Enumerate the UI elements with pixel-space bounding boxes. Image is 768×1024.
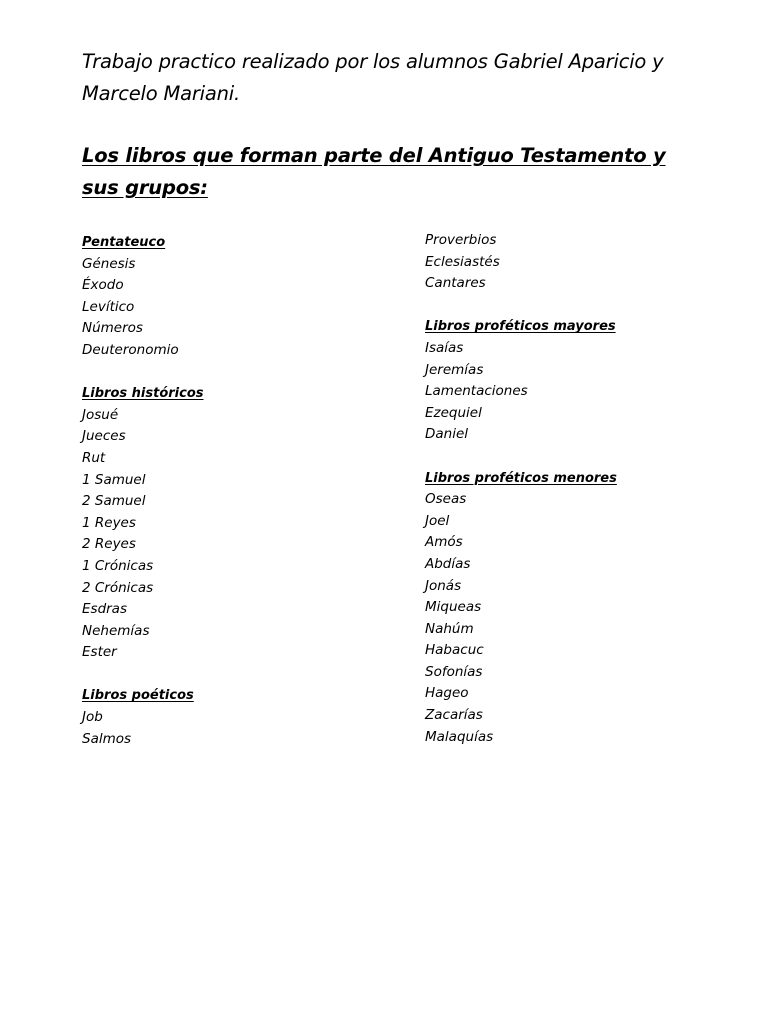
- book-item: Eclesiastés: [425, 253, 500, 270]
- group-spacer: [82, 362, 382, 384]
- book-item: Cantares: [425, 275, 486, 292]
- book-item: Jueces: [82, 428, 126, 445]
- book-item: Habacuc: [425, 642, 484, 659]
- book-item: 2 Crónicas: [82, 579, 154, 596]
- book-item: Amós: [425, 534, 463, 551]
- group-spacer: [425, 446, 725, 468]
- book-item: Salmos: [82, 730, 132, 747]
- group-title-profeticos-mayores: Libros proféticos mayores: [425, 319, 616, 335]
- book-item: 2 Reyes: [82, 536, 136, 553]
- book-item: Miqueas: [425, 599, 482, 616]
- book-item: Esdras: [82, 601, 127, 618]
- book-item: Nehemías: [82, 622, 150, 639]
- book-item: 1 Crónicas: [82, 557, 154, 574]
- book-item: Malaquías: [425, 728, 494, 745]
- book-item: Oseas: [425, 491, 467, 508]
- book-item: Jeremías: [425, 361, 484, 378]
- book-item: 1 Reyes: [82, 514, 136, 531]
- book-item: Proverbios: [425, 232, 497, 248]
- book-item: Daniel: [425, 426, 469, 443]
- book-item: Rut: [82, 449, 106, 466]
- book-item: Ester: [82, 644, 117, 661]
- group-spacer: [425, 295, 725, 317]
- book-item: Deuteronomio: [82, 341, 179, 358]
- left-column: [82, 232, 382, 750]
- book-item: Zacarías: [425, 707, 483, 724]
- book-item: Éxodo: [82, 277, 124, 294]
- main-heading: Los libros que forman parte del Antiguo Testamento y sus grupos:: [82, 144, 666, 199]
- book-item: 1 Samuel: [82, 471, 146, 488]
- book-item: Ezequiel: [425, 404, 482, 421]
- book-item: Hageo: [425, 685, 469, 702]
- intro-text: Trabajo practico realizado por los alumnos Gabriel Aparicio y Marcelo Mariani.: [82, 50, 664, 105]
- group-title-historicos: Libros históricos: [82, 386, 204, 402]
- book-item: Sofonías: [425, 663, 483, 680]
- right-column: [425, 230, 725, 748]
- book-item: Abdías: [425, 555, 471, 572]
- group-title-profeticos-menores: Libros proféticos menores: [425, 470, 617, 486]
- book-item: 2 Samuel: [82, 493, 146, 510]
- group-title-pentateuco: Pentateuco: [82, 235, 166, 250]
- book-item: Job: [82, 709, 103, 726]
- book-item: Lamentaciones: [425, 383, 528, 400]
- book-item: Josué: [82, 406, 119, 423]
- group-spacer: [82, 664, 382, 686]
- book-item: Nahúm: [425, 620, 474, 637]
- book-item: Levítico: [82, 298, 135, 315]
- book-item: Génesis: [82, 255, 136, 272]
- book-item: Isaías: [425, 339, 464, 356]
- book-item: Jonás: [425, 577, 462, 594]
- book-item: Joel: [425, 512, 450, 529]
- book-item: Números: [82, 320, 143, 337]
- group-title-poeticos: Libros poéticos: [82, 688, 194, 704]
